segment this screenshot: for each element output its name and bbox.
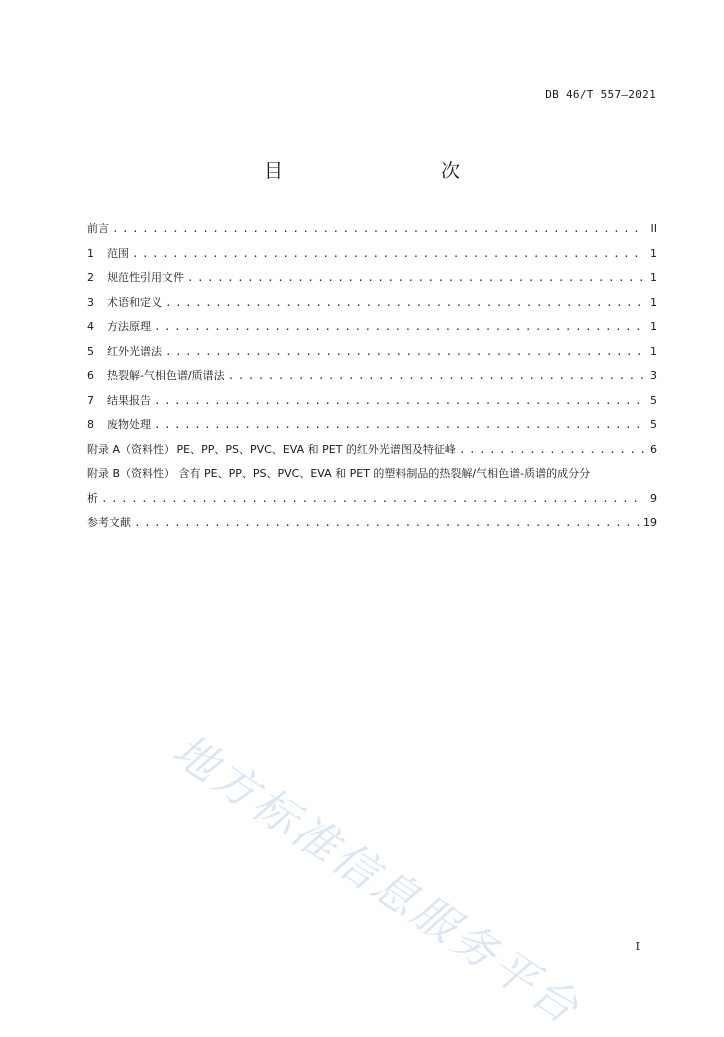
toc-page: 5 [650, 418, 657, 431]
toc-label: 含有 PE、PP、PS、PVC、EVA 和 PET 的塑料制品的热裂解/气相色谱-质谱的成分分 [178, 467, 591, 480]
dot-leader [132, 242, 644, 267]
toc-entry-5[interactable] [87, 340, 657, 365]
dot-leader [112, 217, 644, 242]
toc-entry-3[interactable] [87, 291, 657, 316]
toc-entry-references[interactable] [87, 511, 657, 536]
toc-entry-appendix-a[interactable] [87, 438, 657, 463]
toc-page: 1 [650, 344, 657, 358]
toc-number: 5 [87, 344, 94, 358]
toc-page: 1 [650, 295, 657, 309]
toc-page: II [650, 222, 657, 235]
toc-entry-1[interactable] [87, 242, 657, 267]
toc-entry-appendix-b[interactable] [87, 462, 657, 487]
page-number: I [635, 940, 640, 953]
toc-entry-8[interactable] [87, 413, 657, 438]
toc-number: 4 [87, 320, 94, 333]
toc-page: 9 [650, 491, 657, 505]
toc-page: 1 [650, 271, 657, 284]
toc-label: 规范性引用文件 [107, 271, 184, 284]
appendix-prefix: 附录 B（资料性） [87, 467, 176, 480]
toc-number: 1 [87, 246, 94, 260]
dot-leader [134, 511, 640, 536]
toc-label: 析 [87, 491, 98, 505]
toc-page: 19 [643, 516, 657, 529]
toc-page: 5 [650, 393, 657, 407]
toc-number: 2 [87, 271, 94, 284]
toc-entry-4[interactable] [87, 315, 657, 340]
toc-label: PE、PP、PS、PVC、EVA 和 PET 的红外光谱图及特征峰 [176, 442, 456, 456]
toc-number: 6 [87, 369, 94, 382]
toc-entry-2[interactable] [87, 266, 657, 291]
watermark: 地方标准信息服务平台 [163, 724, 590, 1036]
toc-page: 1 [650, 320, 657, 333]
toc-label: 方法原理 [107, 320, 151, 333]
dot-leader [228, 364, 644, 389]
dot-leader [165, 340, 644, 365]
toc-label: 红外光谱法 [107, 344, 162, 358]
toc-page: 1 [650, 246, 657, 260]
toc-label: 术语和定义 [107, 295, 162, 309]
toc-label: 热裂解-气相色谱/质谱法 [107, 369, 225, 382]
toc-number: 8 [87, 418, 94, 431]
toc-number: 7 [87, 393, 94, 407]
toc-label: 前言 [87, 222, 109, 235]
table-of-contents [87, 217, 657, 536]
dot-leader [154, 413, 644, 438]
dot-leader [154, 315, 644, 340]
toc-entry-7[interactable] [87, 389, 657, 414]
toc-entry-foreword[interactable] [87, 217, 657, 242]
toc-label: 结果报告 [107, 393, 151, 407]
toc-label: 范围 [107, 246, 129, 260]
toc-entry-appendix-b-continued[interactable] [87, 487, 657, 512]
standard-code: DB 46/T 557—2021 [545, 88, 656, 101]
dot-leader [187, 266, 644, 291]
dot-leader [101, 487, 644, 512]
dot-leader [459, 438, 644, 463]
toc-number: 3 [87, 295, 94, 309]
page-title: 目 次 [263, 160, 500, 182]
toc-label: 废物处理 [107, 418, 151, 431]
appendix-prefix: 附录 A（资料性） [87, 442, 176, 456]
toc-label: 参考文献 [87, 516, 131, 529]
toc-page: 3 [650, 369, 657, 382]
dot-leader [165, 291, 644, 316]
toc-page: 6 [650, 442, 657, 456]
toc-entry-6[interactable] [87, 364, 657, 389]
dot-leader [154, 389, 644, 414]
